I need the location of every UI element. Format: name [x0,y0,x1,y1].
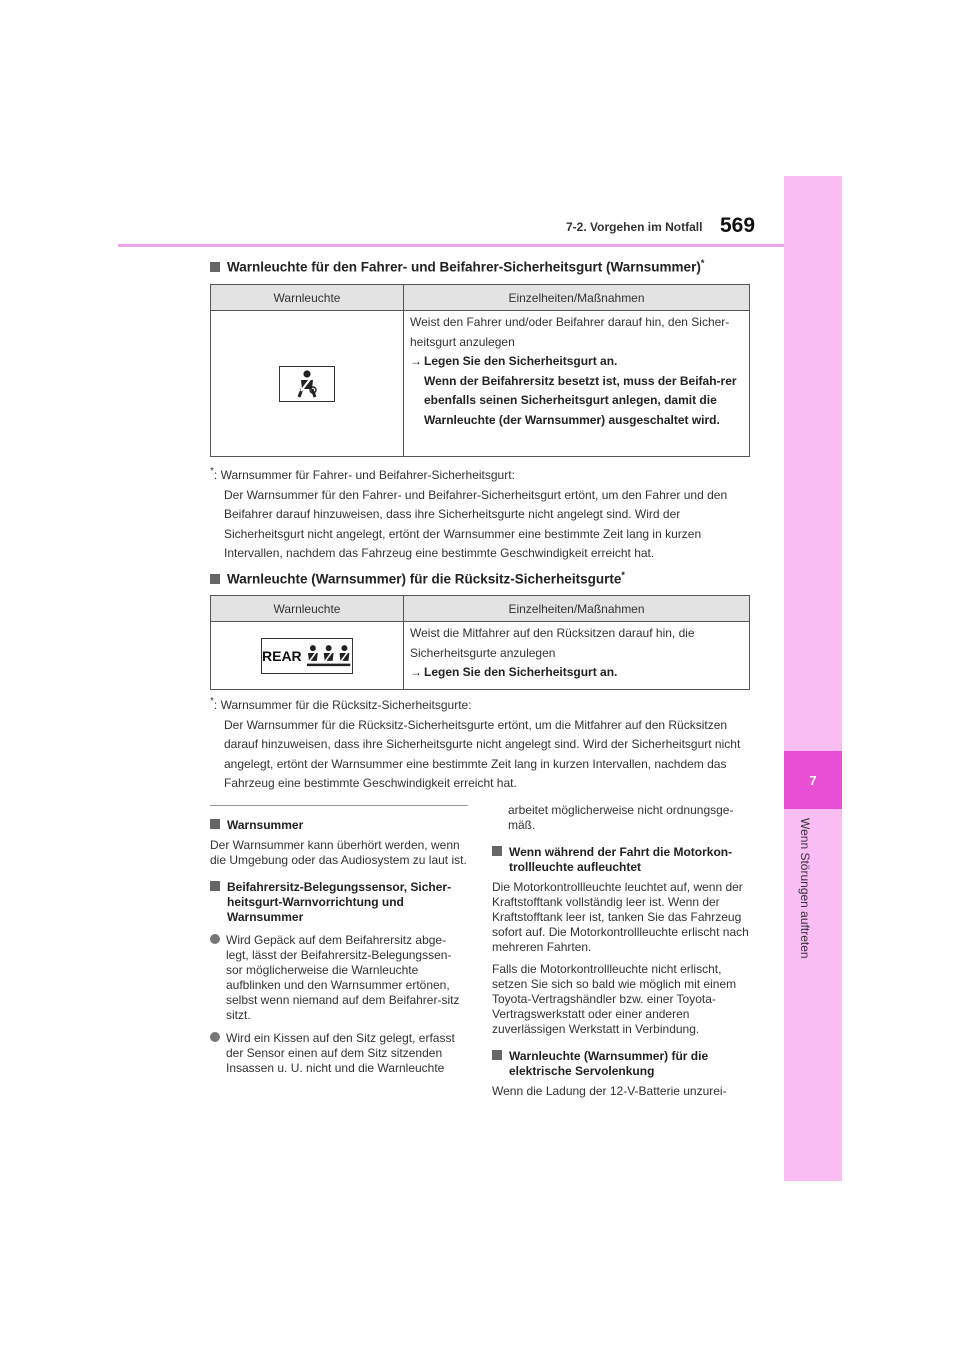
action-item: → Legen Sie den Sicherheitsgurt an. [410,663,743,683]
warning-details-cell [404,311,750,457]
paragraph: arbeitet möglicherweise nicht ordnungsge-mäß. [508,803,734,832]
paragraph: Die Motorkontrollleuchte leuchtet auf, wenn der Kraftstofftank vollständig leer ist. Wenn der Kraftstofftank leer ist, tanken Sie das Fahrzeug sofort auf. Die Motorkontrollleuchte erlischt nach mehreren Fahrten. [492,880,749,954]
seatbelt-warning-table [210,284,750,457]
rear-seatbelt-icon: REAR [261,638,353,674]
section2-heading: Warnleuchte (Warnsummer) für die Rücksitz-Sicherheitsgurte* [210,570,625,587]
warning-icon-cell [211,311,404,457]
warning-icon-cell [211,622,404,690]
paragraph: Falls die Motorkontrollleuchte nicht erlischt, setzen Sie sich so bald wie möglich mit einem Toyota-Vertragshändler bzw. einer Toyota-Vertragswerkstatt oder einer anderen zuverlässigen Werkstatt in Verbindung. [492,962,737,1036]
action-item: → Legen Sie den Sicherheitsgurt an. Wenn der Beifahrersitz besetzt ist, muss der Beifah-rer ebenfalls seinen Sicherheitsgurt anlegen, damit die Warnleuchte (der Warnsummer) ausgeschaltet wird. [410,354,737,427]
table-header-details: Einzelheiten/Maßnahmen [404,596,750,622]
chapter-number: 7 [784,751,842,809]
section2-footnote: *: Warnsummer für die Rücksitz-Sicherheitsgurte: Der Warnsummer für die Rücksitz-Sicherheitsgurte ertönt, um die Mitfahrer auf den Rücksitzen darauf hinzuweisen, dass ihre Sicherheitsgurte nicht angelegt sind. Wird der Sicherheitsgurt nicht angelegt, ertönt der Warnsummer eine bestimmte Zeit lang in kurzen Intervallen, nachdem das Fahrzeug eine bestimmte Geschwindigkeit erreicht hat. [210,696,741,790]
rear-seatbelt-warning-table [210,595,750,690]
table-header-warnleuchte: Warnleuchte [211,596,404,622]
subheading-motor: Wenn während der Fahrt die Motorkon-trollleuchte aufleuchtet [492,845,750,875]
paragraph: Der Warnsummer kann überhört werden, wenn die Umgebung oder das Audiosystem zu laut ist. [210,838,467,867]
warning-description: Weist die Mitfahrer auf den Rücksitzen darauf hin, die Sicherheitsgurte anzulegen [410,626,695,660]
square-bullet-icon [492,1050,502,1060]
section1-footnote: *: Warnsummer für Fahrer- und Beifahrer-Sicherheitsgurt: Der Warnsummer für den Fahrer- und Beifahrer-Sicherheitsgurt ertönt, um den Fahrer und den Beifahrer darauf hinzuweisen, dass ihre Sicherheitsgurte nicht angelegt sind. Wird der Sicherheitsgurt nicht angelegt, ertönt der Warnsummer eine bestimmte Zeit lang in kurzen Intervallen, nachdem das Fahrzeug eine bestimmte Geschwindigkeit erreicht hat. [210,466,728,560]
header-rule [118,244,784,247]
square-bullet-icon [492,846,502,856]
table-header-warnleuchte: Warnleuchte [211,285,404,311]
round-bullet-icon [210,1032,220,1042]
subheading-warnsummer: Warnsummer [210,818,468,833]
right-column [492,803,750,1106]
warning-description: Weist den Fahrer und/oder Beifahrer darauf hin, den Sicher-heitsgurt anzulegen [410,315,730,349]
paragraph: Wenn die Ladung der 12-V-Batterie unzurei- [492,1084,727,1098]
table-header-details: Einzelheiten/Maßnahmen [404,285,750,311]
column-divider [210,805,468,806]
page-number: 569 [720,214,756,237]
arrow-icon: → [410,665,422,679]
section1-heading: Warnleuchte für den Fahrer- und Beifahrer-Sicherheitsgurt (Warnsummer)* [210,258,704,275]
square-bullet-icon [210,881,220,891]
chapter-title: Wenn Störungen auftreten [798,818,812,959]
subheading-sensor: Beifahrersitz-Belegungssensor, Sicher-heitsgurt-Warnvorrichtung und Warnsummer [210,880,468,925]
arrow-icon: → [410,354,422,368]
left-column [210,818,468,1083]
seatbelt-person-icon [279,366,335,402]
section-title: 7-2. Vorgehen im Notfall [566,220,703,234]
square-bullet-icon [210,574,220,584]
round-bullet-icon [210,934,220,944]
chapter-side-tab [784,176,842,1181]
list-item: Wird Gepäck auf dem Beifahrersitz abge-legt, lässt der Beifahrersitz-Belegungssen-sor möglicherweise die Warnleuchte aufblinken und den Warnsummer ertönen, selbst wenn niemand auf dem Beifahrer-sitz sitzt. [210,933,468,1023]
square-bullet-icon [210,819,220,829]
square-bullet-icon [210,262,220,272]
list-item: Wird ein Kissen auf den Sitz gelegt, erfasst der Sensor einen auf dem Sitz sitzenden Insassen u. U. nicht und die Warnleuchte [210,1031,468,1076]
subheading-servo: Warnleuchte (Warnsummer) für die elektrische Servolenkung [492,1049,750,1079]
warning-details-cell [404,622,750,690]
